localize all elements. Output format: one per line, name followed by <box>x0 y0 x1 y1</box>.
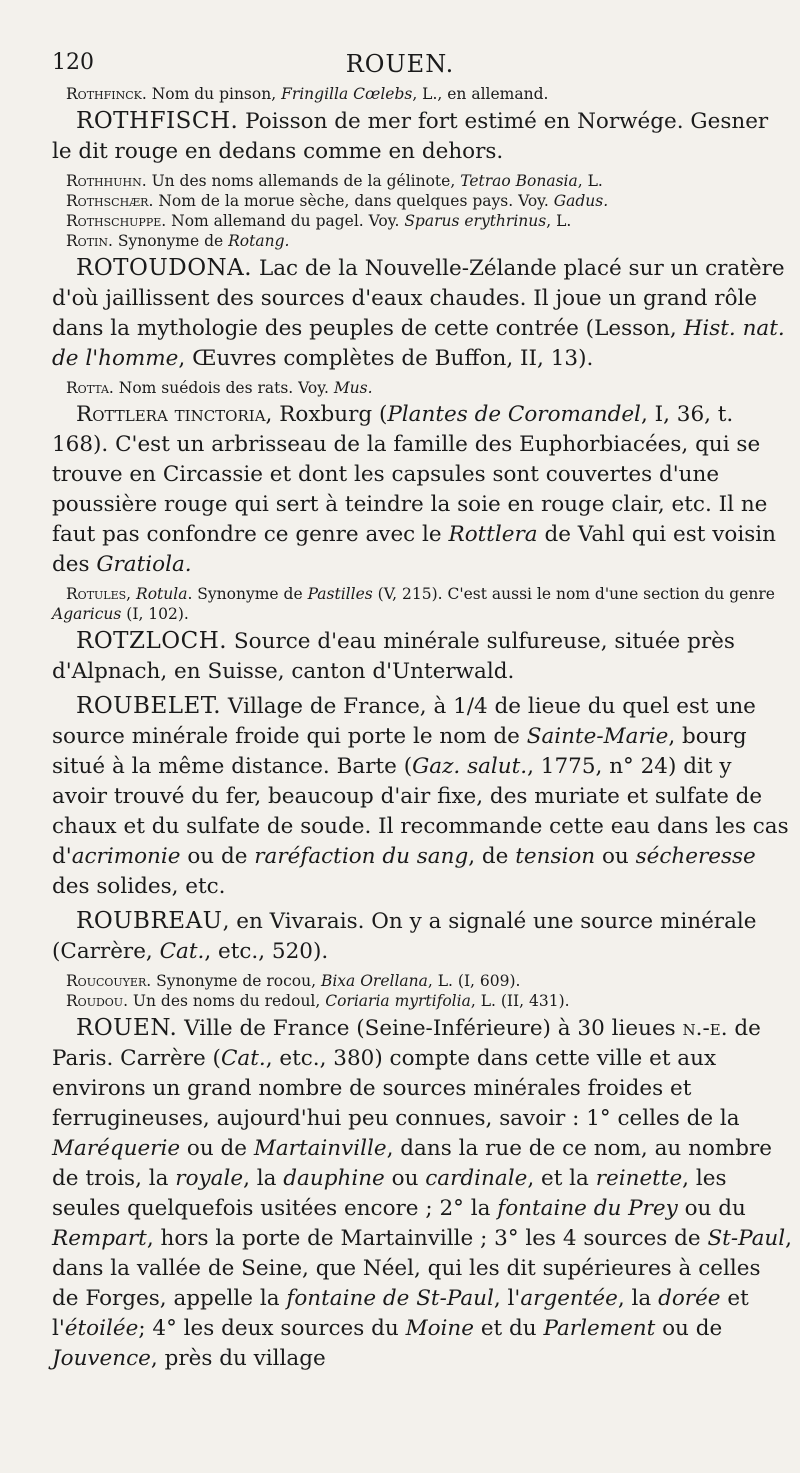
entry-small-caps: n.-e. <box>682 1016 728 1041</box>
entry-text: , dans la vallée de Seine, que Néel, qui les dit supérieures à celles de Forges, appelle la <box>52 1226 792 1311</box>
italic-text: Hist. nat. de l'homme <box>52 316 785 371</box>
italic-text: Sparus erythrinus <box>404 212 547 230</box>
dictionary-entry <box>52 400 792 580</box>
entry-text: , bourg situé à la même distance. Barte ( <box>52 724 747 779</box>
dictionary-entry <box>52 253 792 374</box>
italic-text: Rempart <box>52 1226 147 1251</box>
entry-text: , <box>126 585 137 603</box>
entry-text: ; 4° les deux sources du <box>138 1316 406 1341</box>
entry-headword: ROUBREAU <box>76 908 223 934</box>
entry-text: Source d'eau minérale sulfureuse, située près d'Alpnach, en Suisse, canton d'Unterwald. <box>52 629 735 684</box>
entry-text: ou du <box>677 1196 746 1221</box>
dictionary-entry <box>52 378 792 398</box>
entry-text: Synonyme de rocou, <box>151 972 321 990</box>
entry-headword: ROTZLOCH. <box>76 628 228 654</box>
entry-headword: ROTHFISCH. <box>76 108 239 134</box>
dictionary-entry <box>52 691 792 902</box>
italic-text: St-Paul <box>707 1226 786 1251</box>
italic-text: dorée <box>658 1286 721 1311</box>
entry-text: , etc., 520). <box>204 939 329 964</box>
italic-text: Mus. <box>333 379 373 397</box>
entry-small-caps: Rothfinck. <box>66 85 147 103</box>
page-header <box>52 50 748 82</box>
italic-text: sécheresse <box>635 844 756 869</box>
entry-text: ou <box>595 844 636 869</box>
entry-text: Ville de France (Seine-Inférieure) à 30 lieues <box>177 1016 683 1041</box>
entry-small-caps: Rothschær. <box>66 192 154 210</box>
dictionary-entry <box>52 106 792 167</box>
entry-text: de Paris. Carrère ( <box>52 1016 761 1071</box>
entry-small-caps: Rotules <box>66 585 127 603</box>
italic-text: Rotang. <box>228 232 290 250</box>
dictionary-entry <box>52 1013 792 1374</box>
italic-text: argentée <box>520 1286 618 1311</box>
entry-text: ou de <box>180 844 255 869</box>
italic-text: Parlement <box>543 1316 656 1341</box>
entry-text: Nom du pinson, <box>146 85 282 103</box>
dictionary-entries <box>52 84 792 1378</box>
italic-text: Tetrao Bonasia <box>460 172 578 190</box>
italic-text: Martainville <box>253 1136 387 1161</box>
entry-text: , et la <box>527 1166 596 1191</box>
italic-text: Cat. <box>159 939 205 964</box>
entry-text: , hors la porte de Martainville ; 3° les 4 sources de <box>146 1226 708 1251</box>
entry-text: , 1775, n° 24) dit y avoir trouvé du fer, beaucoup d'air fixe, des muriate et sulfate de chaux et du sulfate de soude. Il recommande cette eau dans les cas d' <box>52 754 789 869</box>
italic-text: fontaine du Prey <box>497 1196 678 1221</box>
italic-text: Moine <box>405 1316 474 1341</box>
dictionary-entry <box>52 211 792 231</box>
entry-headword: ROUBELET. <box>76 693 222 719</box>
italic-text: fontaine de St-Paul <box>286 1286 494 1311</box>
entry-text: ou <box>384 1166 426 1191</box>
entry-text: , L. (I, 609). <box>427 972 521 990</box>
italic-text: étoilée <box>64 1316 139 1341</box>
page-number: 120 <box>52 50 94 75</box>
entry-text: , L., en allemand. <box>412 85 549 103</box>
dictionary-entry <box>52 84 792 104</box>
entry-text: Poisson de mer fort estimé en Norwége. Gesner le dit rouge en dedans comme en dehors. <box>52 109 769 164</box>
entry-text: , la <box>617 1286 659 1311</box>
entry-small-caps: Rothhuhn. <box>66 172 147 190</box>
entry-text: (I, 102). <box>121 605 189 623</box>
entry-text: , la <box>243 1166 284 1191</box>
entry-text: Un des noms allemands de la gélinote, <box>146 172 461 190</box>
italic-text: Gratiola. <box>96 552 192 577</box>
entry-text: , près du village <box>150 1346 326 1371</box>
entry-text: . Synonyme de <box>187 585 308 603</box>
italic-text: Pastilles <box>307 585 373 603</box>
entry-text: Nom suédois des rats. Voy. <box>113 379 334 397</box>
entry-text: Lac de la Nouvelle-Zélande placé sur un cratère d'où jaillissent des sources d'eaux chaudes. Il joue un grand rôle dans la mythologie des peuples de cette contrée (Lesson, <box>52 256 785 341</box>
italic-text: Coriaria myrtifolia <box>325 992 471 1010</box>
entry-text: , les seules quelquefois usitées encore ; 2° la <box>52 1166 727 1221</box>
italic-text: Jouvence <box>52 1346 151 1371</box>
italic-text: raréfaction du sang <box>254 844 469 869</box>
dictionary-entry <box>52 584 792 624</box>
entry-text: , I, 36, t. 168). C'est un arbrisseau de la famille des Euphorbiacées, qui se trouve en Circassie et dont les capsules sont couvertes d'une poussière rouge qui sert à teindre la soie en rouge clair, etc. Il ne faut pas confondre ce genre avec le <box>52 402 768 547</box>
dictionary-entry <box>52 231 792 251</box>
entry-text: ou de <box>655 1316 723 1341</box>
entry-small-caps: Roudou. <box>66 992 128 1010</box>
italic-text: tension <box>515 844 596 869</box>
entry-text: , L. (II, 431). <box>470 992 570 1010</box>
entry-text: , dans la rue de ce nom, au nombre de trois, la <box>52 1136 773 1191</box>
italic-text: Fringilla Cœlebs <box>281 85 413 103</box>
entry-text: Nom allemand du pagel. Voy. <box>166 212 405 230</box>
italic-text: Rottlera <box>448 522 538 547</box>
entry-text: et l' <box>52 1286 749 1341</box>
italic-text: cardinale <box>425 1166 528 1191</box>
dictionary-entry <box>52 171 792 191</box>
italic-text: Bixa Orellana <box>320 972 428 990</box>
italic-text: reinette <box>595 1166 683 1191</box>
entry-text: des solides, etc. <box>52 874 226 899</box>
italic-text: Plantes de Coromandel <box>387 402 641 427</box>
entry-text: , de <box>468 844 516 869</box>
entry-text: , etc., 380) compte dans cette ville et aux environs un grand nombre de sources minérales froides et ferrugineuses, aujourd'hui peu connues, savoir : 1° celles de la <box>52 1046 740 1131</box>
italic-text: acrimonie <box>71 844 181 869</box>
italic-text: Maréquerie <box>52 1136 181 1161</box>
entry-text: Synonyme de <box>112 232 229 250</box>
italic-text: Cat. <box>220 1046 266 1071</box>
entry-text: , Œuvres complètes de Buffon, II, 13). <box>178 346 594 371</box>
entry-text: (V, 215). C'est aussi le nom d'une section du genre <box>372 585 775 603</box>
entry-text: Un des noms du redoul, <box>128 992 326 1010</box>
dictionary-entry <box>52 191 792 211</box>
dictionary-entry <box>52 626 792 687</box>
entry-small-caps: Rottlera tinctoria <box>76 402 266 427</box>
italic-text: Agaricus <box>52 605 122 623</box>
entry-headword: ROTOUDONA. <box>76 255 253 281</box>
entry-small-caps: Roucouyer. <box>66 972 152 990</box>
italic-text: Sainte-Marie <box>526 724 669 749</box>
italic-text: dauphine <box>283 1166 385 1191</box>
entry-text: , L. <box>577 172 603 190</box>
entry-text: , en Vivarais. On y a signalé une source minérale (Carrère, <box>52 909 757 964</box>
italic-text: royale <box>175 1166 244 1191</box>
entry-small-caps: Rotta. <box>66 379 114 397</box>
entry-text: Village de France, à 1/4 de lieue du quel est une source minérale froide qui porte le nom de <box>52 694 756 749</box>
entry-text: ou de <box>180 1136 254 1161</box>
dictionary-entry <box>52 991 792 1011</box>
italic-text: Rotula <box>136 585 188 603</box>
dictionary-entry <box>52 971 792 991</box>
entry-text: de Vahl qui est voisin des <box>52 522 776 577</box>
italic-text: Gadus. <box>553 192 609 210</box>
entry-text: , Roxburg ( <box>265 402 388 427</box>
entry-small-caps: Rothschuppe. <box>66 212 167 230</box>
dictionary-entry <box>52 906 792 967</box>
entry-text: et du <box>474 1316 544 1341</box>
entry-text: Nom de la morue sèche, dans quelques pays. Voy. <box>153 192 554 210</box>
entry-small-caps: Rotin. <box>66 232 113 250</box>
running-head: ROUEN. <box>345 50 455 78</box>
entry-headword: ROUEN. <box>76 1015 178 1041</box>
entry-text: , L. <box>546 212 572 230</box>
entry-text: , l' <box>493 1286 521 1311</box>
italic-text: Gaz. salut. <box>412 754 528 779</box>
